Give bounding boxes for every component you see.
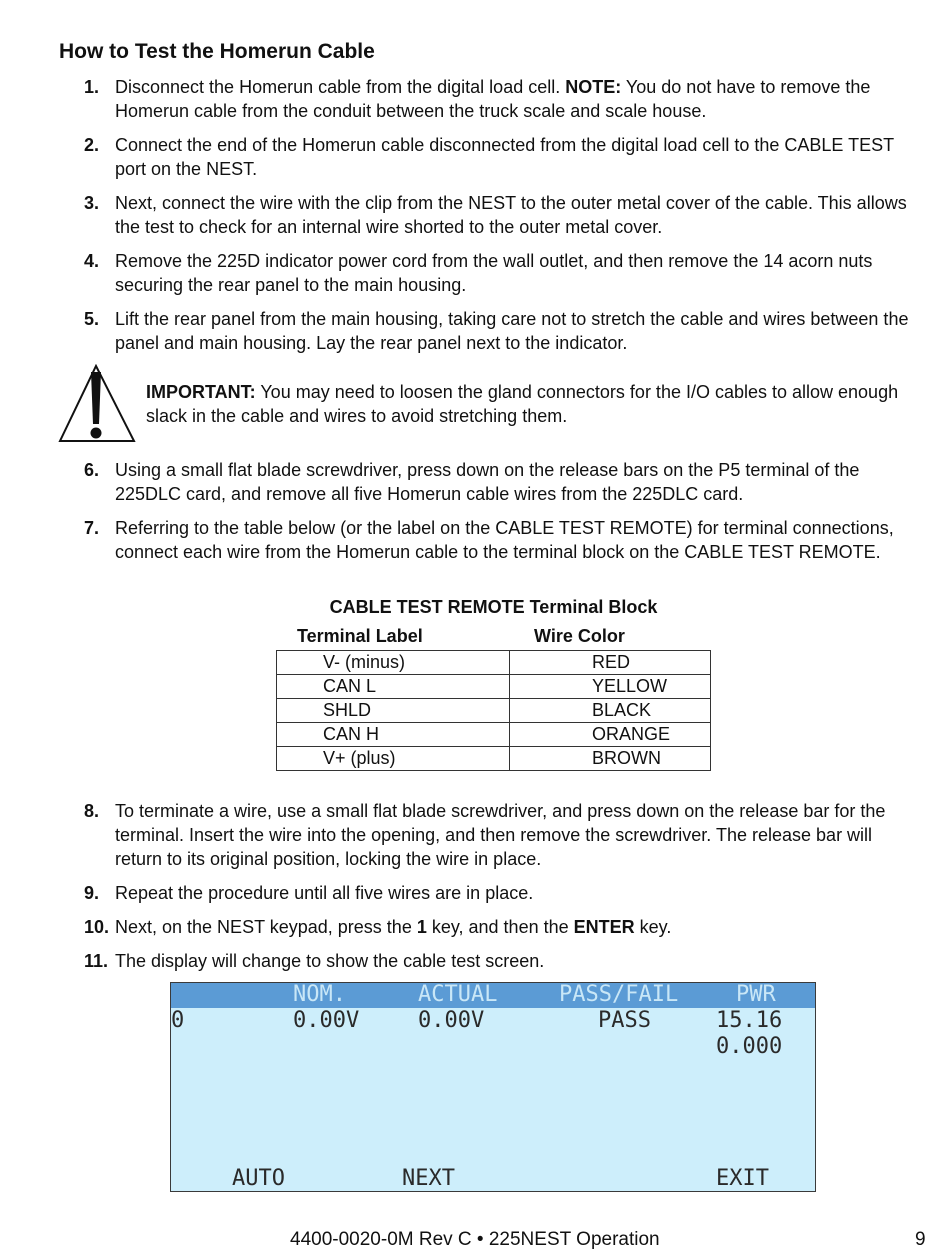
- important-note: [146, 380, 926, 428]
- step-text: Using a small flat blade screwdriver, press down on the release bars on the P5 terminal of the 225DLC card, and remove all five Homerun cable wires from the 225DLC card.: [115, 460, 860, 504]
- important-label: IMPORTANT:: [146, 382, 256, 402]
- key-label: 1: [416, 917, 427, 937]
- table-row: [277, 747, 711, 771]
- terminal-table: [276, 650, 711, 771]
- terminal-label-cell: CAN L: [277, 675, 510, 699]
- step-number: 4.: [84, 251, 100, 271]
- step-10: [84, 915, 924, 939]
- terminal-label-cell: V+ (plus): [277, 747, 510, 771]
- nom-value: 0.00V: [293, 1008, 360, 1033]
- page-number: 9: [915, 1229, 926, 1250]
- terminal-label-cell: SHLD: [277, 699, 510, 723]
- softkey-next[interactable]: NEXT: [402, 1166, 455, 1191]
- header-pass-fail: PASS/FAIL: [559, 982, 679, 1007]
- header-nom: NOM.: [293, 982, 346, 1007]
- row-index: 0: [171, 1008, 185, 1033]
- step-number: 1.: [84, 77, 100, 97]
- key-label: ENTER: [573, 917, 635, 937]
- wire-color-cell: BLACK: [510, 699, 711, 723]
- terminal-label-cell: CAN H: [277, 723, 510, 747]
- table-title: CABLE TEST REMOTE Terminal Block: [329, 597, 658, 617]
- terminal-label-cell: V- (minus): [277, 651, 510, 675]
- step-text: Referring to the table below (or the label on the CABLE TEST REMOTE) for terminal connections, connect each wire from the Homerun cable to the terminal block on the CABLE TEST REMOTE.: [115, 518, 894, 562]
- step-text: [115, 915, 924, 939]
- page-footer: 4400-0020-0M Rev C • 225NEST Operation: [290, 1229, 660, 1250]
- step-text: To terminate a wire, use a small flat blade screwdriver, and press down on the release bar for the terminal. Insert the wire into the opening, and then remove the screwdriver. The release bar will return to its original position, locking the wire in place.: [115, 801, 886, 869]
- step-3: [84, 191, 924, 239]
- table-row: [277, 651, 711, 675]
- table-row: [277, 723, 711, 747]
- step-text: Lift the rear panel from the main housing, taking care not to stretch the cable and wires between the panel and main housing. Lay the rear panel next to the indicator.: [115, 309, 909, 353]
- step-number: 5.: [84, 309, 100, 329]
- step-text: Next, connect the wire with the clip from the NEST to the outer metal cover of the cable. This allows the test to check for an internal wire shorted to the outer metal cover.: [115, 193, 907, 237]
- actual-value: 0.00V: [418, 1008, 485, 1033]
- step-6: [84, 458, 924, 506]
- step-number: 6.: [84, 460, 100, 480]
- header-actual: ACTUAL: [418, 982, 498, 1007]
- pwr-value: 15.16: [716, 1008, 783, 1033]
- step-8: [84, 799, 924, 871]
- step-number: 9.: [84, 883, 100, 903]
- step-text-part: Next, on the NEST keypad, press the: [115, 917, 417, 937]
- step-4: [84, 249, 924, 297]
- table-header-terminal-label: Terminal Label: [297, 626, 423, 646]
- step-11: [84, 949, 924, 973]
- step-text: Repeat the procedure until all five wires are in place.: [115, 883, 534, 903]
- softkey-auto[interactable]: AUTO: [232, 1166, 285, 1191]
- wire-color-cell: BROWN: [510, 747, 711, 771]
- step-number: 3.: [84, 193, 100, 213]
- step-number: 2.: [84, 135, 100, 155]
- wire-color-cell: RED: [510, 651, 711, 675]
- pwr-current-value: 0.000: [716, 1034, 783, 1059]
- step-number: 7.: [84, 518, 100, 538]
- step-text-part: key.: [634, 917, 672, 937]
- section-heading: How to Test the Homerun Cable: [59, 40, 375, 63]
- wire-color-cell: YELLOW: [510, 675, 711, 699]
- step-text-part: Disconnect the Homerun cable from the digital load cell.: [115, 77, 566, 97]
- step-text: [115, 75, 924, 123]
- important-text: You may need to loosen the gland connectors for the I/O cables to allow enough slack in the cable and wires to avoid stretching them.: [146, 382, 899, 426]
- step-text: Remove the 225D indicator power cord from the wall outlet, and then remove the 14 acorn nuts securing the rear panel to the main housing.: [115, 251, 873, 295]
- step-text: Connect the end of the Homerun cable disconnected from the digital load cell to the CABLE TEST port on the NEST.: [115, 135, 894, 179]
- step-number: 11.: [84, 951, 109, 971]
- header-pwr: PWR: [736, 982, 776, 1007]
- step-7: [84, 516, 924, 564]
- pass-fail-value: PASS: [598, 1008, 651, 1033]
- step-text-part: key, and then the: [426, 917, 574, 937]
- step-number: 8.: [84, 801, 100, 821]
- step-9: [84, 881, 924, 905]
- wire-color-cell: ORANGE: [510, 723, 711, 747]
- step-text: The display will change to show the cable test screen.: [115, 951, 545, 971]
- step-text-part: You do not have to remove the Homerun cable from the conduit between the truck scale and scale house.: [115, 77, 871, 121]
- step-2: [84, 133, 924, 181]
- softkey-exit[interactable]: EXIT: [716, 1166, 769, 1191]
- table-row: [277, 699, 711, 723]
- table-row: [277, 675, 711, 699]
- note-label: NOTE:: [565, 77, 622, 97]
- cable-test-display: [170, 982, 816, 1192]
- step-number: 10.: [84, 917, 110, 937]
- step-1: [84, 75, 924, 123]
- warning-triangle-icon: [58, 364, 136, 444]
- table-header-wire-color: Wire Color: [534, 626, 625, 646]
- step-5: [84, 307, 924, 355]
